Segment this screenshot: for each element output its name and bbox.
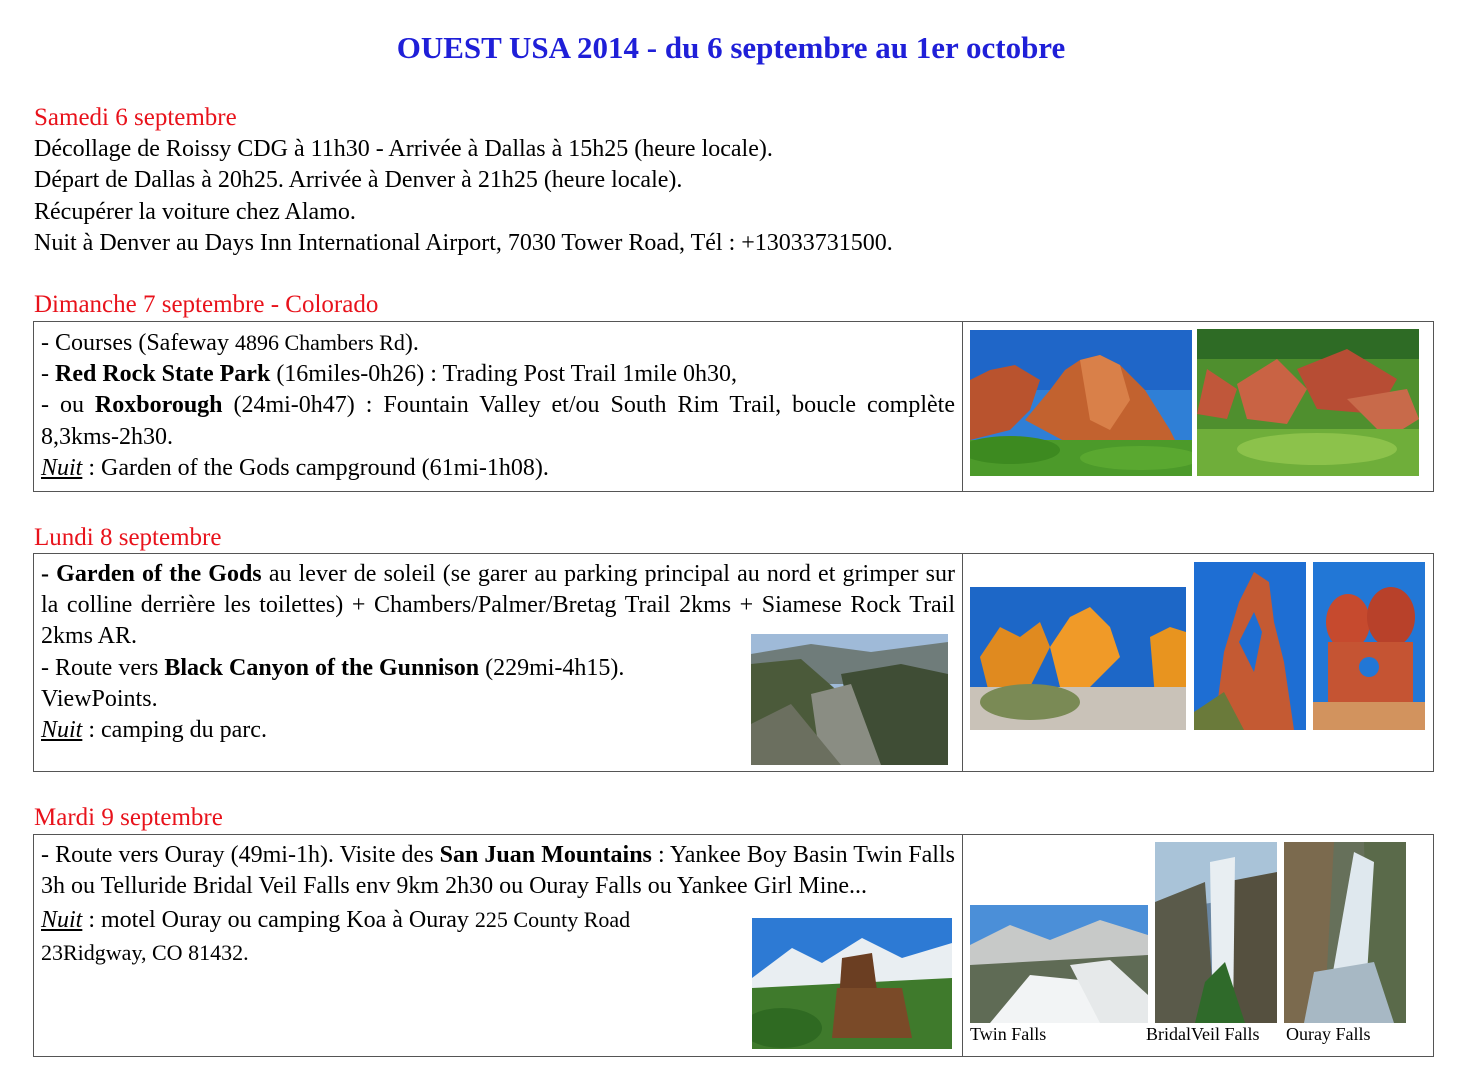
page-title: OUEST USA 2014 - du 6 septembre au 1er octobre [396,30,1066,65]
day4-text-cell [34,835,963,1056]
day4-table [33,834,1434,1057]
nuit-label: Nuit [41,907,83,934]
bridal-veil-falls-photo [1155,842,1277,1023]
day3-text: - Garden of the Gods au lever de soleil (se garer au parking principal au nord et grimper sur la colline derrière les toilettes) + Chambers/Palmer/Bretag Trail 2kms + Siamese Rock Trail 2kms AR. - Route vers Black Canyon of the Gunnison (229mi-4h15). ViewPoints. Nuit : camping du parc. [41,561,956,744]
day4-text: - Route vers Ouray (49mi-1h). Visite des San Juan Mountains : Yankee Boy Basin Twin Falls 3h ou Telluride Bridal Veil Falls env 9km 2h30 ou Ouray Falls ou Yankee Girl Mine... Nuit : motel Ouray ou camping Koa à Ouray 225 County Road 23Ridgway, CO 81432. [41,842,955,965]
black-canyon-photo [751,634,948,765]
roxborough-photo [1197,329,1419,476]
day3-table [33,553,1434,772]
day2-heading: Dimanche 7 septembre - Colorado [34,291,379,318]
day4-heading: Mardi 9 septembre [34,804,223,831]
nuit-label: Nuit [41,454,83,481]
day1-line: Départ de Dallas à 20h25. Arrivée à Denver à 21h25 (heure locale). [34,167,683,194]
kissing-camels-photo [1194,562,1306,730]
day2-text-cell [34,322,963,491]
garden-gods-photo [970,587,1186,730]
bridal-veil-caption: BridalVeil Falls [1146,1024,1260,1044]
twin-falls-caption: Twin Falls [970,1024,1047,1044]
day2-text: - Courses (Safeway 4896 Chambers Rd). - Red Rock State Park (16miles-0h26) : Trading Post Trail 1mile 0h30, - ou Roxborough (24mi-0h47) : Fountain Valley et/ou South Rim Trail, boucle complète 8,3kms-2h30. Nuit : Garden of the Gods campground (61mi-1h08). [41,330,955,481]
day1-heading: Samedi 6 septembre [34,104,237,131]
red-rock-photo [970,330,1192,476]
day1-text [34,134,893,259]
day1-line: Nuit à Denver au Days Inn International Airport, 7030 Tower Road, Tél : +13033731500. [34,229,893,256]
nuit-label: Nuit [41,717,83,744]
day3-text-cell [34,554,963,771]
day1-line: Décollage de Roissy CDG à 11h30 - Arrivée à Dallas à 15h25 (heure locale). [34,136,773,162]
ouray-falls-caption: Ouray Falls [1286,1024,1371,1044]
day1-line: Récupérer la voiture chez Alamo. [34,198,356,225]
siamese-rock-photo [1313,562,1425,730]
yankee-girl-mine-photo [752,918,952,1049]
day2-table [33,321,1434,492]
day3-heading: Lundi 8 septembre [34,524,222,551]
ouray-falls-photo [1284,842,1406,1023]
twin-falls-photo [970,905,1148,1023]
